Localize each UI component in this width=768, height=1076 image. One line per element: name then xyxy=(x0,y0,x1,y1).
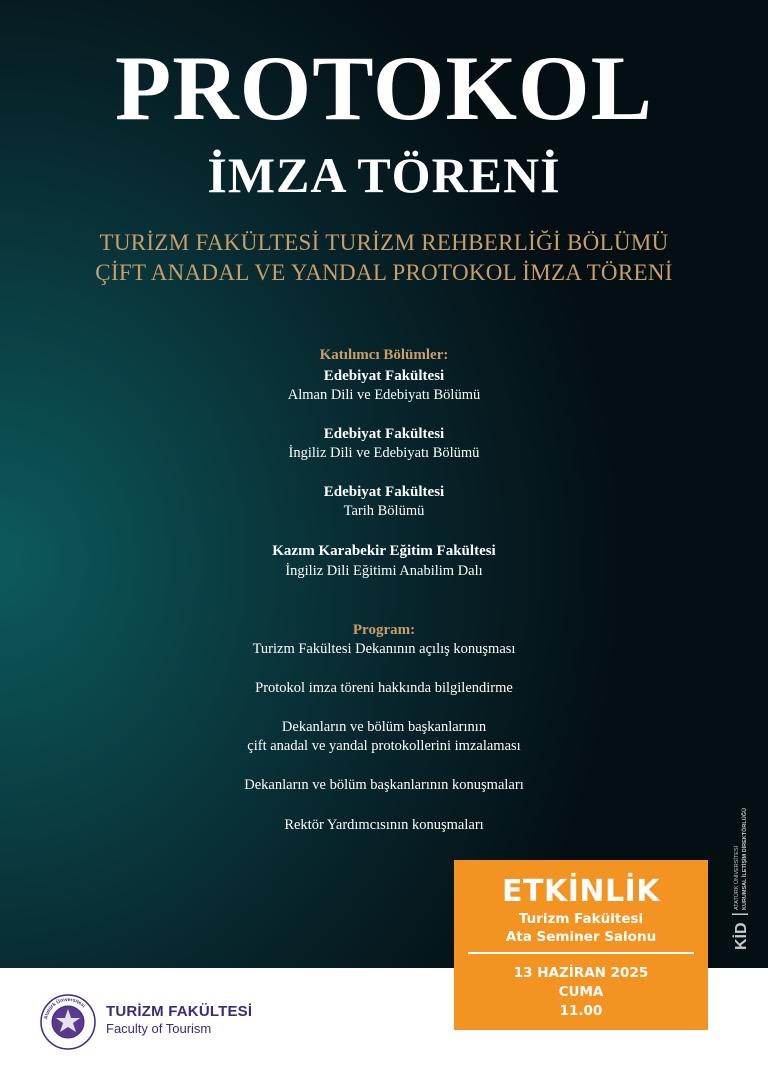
participant-faculty-4: Kazım Karabekir Eğitim Fakültesi xyxy=(272,543,496,559)
title-protokol: PROTOKOL xyxy=(115,37,653,139)
program-heading: Program: xyxy=(352,622,416,638)
event-box xyxy=(454,860,708,1030)
program-item-4: Dekanların ve bölüm başkanlarının konuşmaları xyxy=(244,777,524,793)
participant-department-2: İngiliz Dili ve Edebiyatı Bölümü xyxy=(288,445,480,461)
participant-department-1: Alman Dili ve Edebiyatı Bölümü xyxy=(287,387,481,403)
footer-faculty-name-en: Faculty of Tourism xyxy=(106,1021,212,1036)
footer-faculty-name: TURİZM FAKÜLTESİ xyxy=(106,1003,253,1020)
kid-line-2: KURUMSAL İLETİŞİM DİREKTÖRLÜĞÜ xyxy=(742,808,748,910)
event-divider xyxy=(468,952,694,954)
program-item-3a: Dekanların ve bölüm başkanlarının xyxy=(281,719,487,735)
program-item-3b: çift anadal ve yandal protokollerini imzalaması xyxy=(247,738,521,754)
event-time: 11.00 xyxy=(559,1003,603,1019)
participant-department-4: İngiliz Dili Eğitimi Anabilim Dalı xyxy=(285,563,483,579)
event-day: CUMA xyxy=(558,984,604,1000)
participant-faculty-2: Edebiyat Fakültesi xyxy=(323,426,445,442)
subtitle-line-1: TURİZM FAKÜLTESİ TURİZM REHBERLİĞİ BÖLÜMÜ xyxy=(99,230,669,255)
event-venue-line-1: Turizm Fakültesi xyxy=(518,911,644,927)
university-logo-icon xyxy=(40,994,96,1050)
participant-department-3: Tarih Bölümü xyxy=(343,503,425,519)
program-item-2: Protokol imza töreni hakkında bilgilendirme xyxy=(255,680,513,696)
title-imza-toreni: İMZA TÖRENİ xyxy=(207,147,561,203)
kid-divider xyxy=(732,914,748,916)
participants-heading: Katılımcı Bölümler: xyxy=(319,347,449,363)
participant-faculty-3: Edebiyat Fakültesi xyxy=(323,484,445,500)
subtitle-line-2: ÇİFT ANADAL VE YANDAL PROTOKOL İMZA TÖRENİ xyxy=(95,260,673,285)
event-label: ETKİNLİK xyxy=(502,874,660,909)
subtitle xyxy=(0,228,768,288)
participant-faculty-1: Edebiyat Fakültesi xyxy=(323,368,445,384)
kid-line-1: ATATÜRK ÜNİVERSİTESİ xyxy=(734,845,740,910)
logo-ring-text: Atatürk Üniversitesi xyxy=(43,996,87,1020)
event-venue-line-2: Ata Seminer Salonu xyxy=(505,929,657,945)
program-item-1: Turizm Fakültesi Dekanının açılış konuşması xyxy=(252,641,516,657)
kid-side-logo xyxy=(726,780,756,950)
kid-brand-text: KİD xyxy=(733,922,750,950)
event-date: 13 HAZİRAN 2025 xyxy=(513,965,649,981)
program-item-5: Rektör Yardımcısının konuşmaları xyxy=(284,817,484,833)
